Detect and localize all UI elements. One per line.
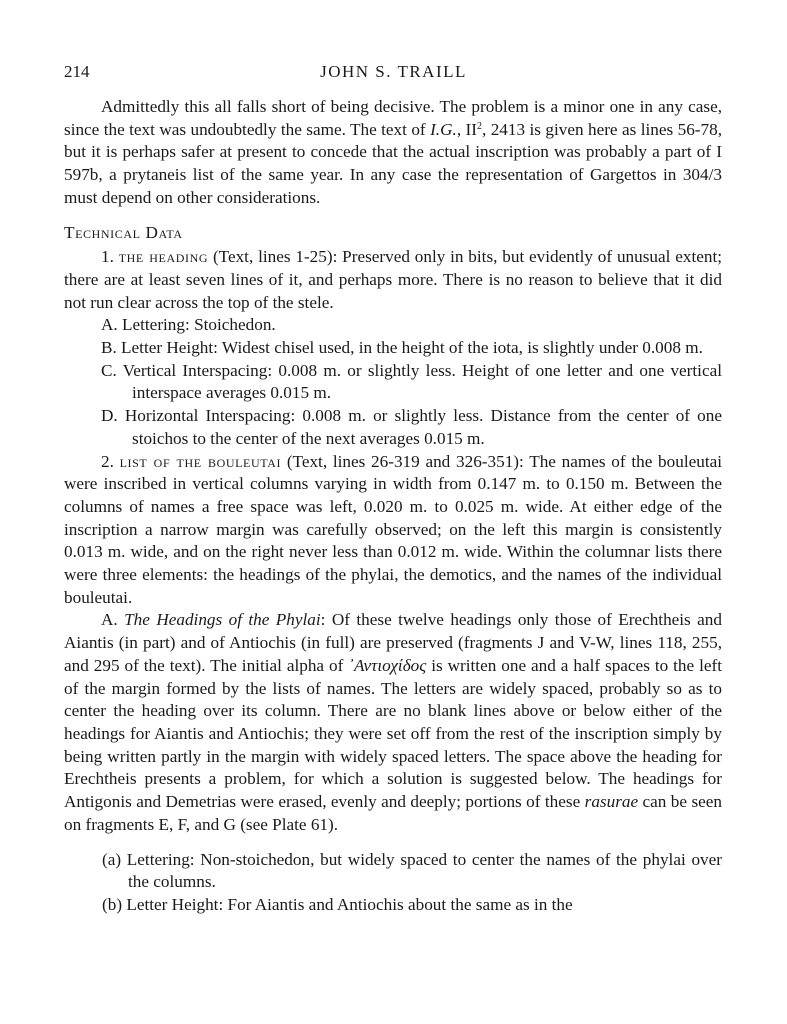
rasurae-word: rasurae	[584, 792, 639, 812]
body-text	[64, 96, 722, 917]
phylai-lead: A.	[101, 610, 125, 630]
intro-text-1: Admittedly this all falls short of being decisive. The problem is a minor one in any case, since the text was undoubtedly the same. The text of	[64, 97, 722, 139]
phylai-title: The Headings of the Phylai	[124, 610, 321, 630]
phylai-paragraph	[64, 609, 722, 836]
bouleutai-description: (Text, lines 26-319 and 326-351): The names of the bouleutai were inscribed in vertical columns varying in width from 0.147 m. to 0.150 m. Between the columns of names a free space was left, 0.020 m. to 0.025 m. wide. At either edge of the inscription a narrow margin was carefully observed; on the left this margin is consistently 0.013 m. wide, and on the right never less than 0.012 m. wide. Within the columnar lists there were three elements: the headings of the phylai, the demotics, and the names of the individual bouleutai.	[64, 451, 722, 607]
bouleutai-label: list of the bouleutai	[119, 451, 282, 471]
section-title: Technical Data	[64, 222, 183, 242]
bouleutai-number: 2.	[101, 451, 120, 471]
heading-description: (Text, lines 1-25): Preserved only in bits, but evidently of unusual extent; there are at least seven lines of it, and perhaps more. There is no reason to believe that it did not run clear across the top of the stele.	[64, 247, 722, 312]
phylai-text-1: : Of these twelve headings only those of Erechtheis and Aiantis (in part) and of Antiochis (in full) are preserved (fragments J and V-W, lines 118, 255, and 295 of the text). The initial alpha of	[64, 610, 722, 675]
phylai-text-2: is written one and a half spaces to the left of the margin formed by the lists of names. The letters are widely spaced, probably so as to center the heading over its column. There are no blank lines above or below either of the headings for Aiantis and Antiochis; they were set off from the rest of the inscription simply by being written partly in the margin with widely spaced letters. The space above the heading for Erechtheis presents a problem, for which a solution is suggested below. The headings for Antigonis and Demetrias were erased, evenly and deeply; portions of these	[64, 655, 722, 812]
bouleutai-paragraph	[64, 451, 722, 610]
heading-item-b: B. Letter Height: Widest chisel used, in the height of the iota, is slightly under 0.008 m.	[101, 338, 703, 358]
phylai-text-3: can be seen on fragments E, F, and G (see Plate 61).	[64, 792, 722, 834]
paragraph-gap	[64, 837, 722, 849]
heading-item-d: D. Horizontal Interspacing: 0.008 m. or slightly less. Distance from the center of one stoichos to the center of the next averages 0.015 m.	[101, 406, 722, 448]
ig-reference: I.G.	[430, 119, 457, 139]
heading-item-c: C. Vertical Interspacing: 0.008 m. or slightly less. Height of one letter and one vertical interspace averages 0.015 m.	[101, 360, 722, 403]
running-head: JOHN S. TRAILL	[320, 62, 467, 81]
heading-item-a: A. Lettering: Stoichedon.	[101, 315, 276, 335]
page-number: 214	[64, 62, 90, 81]
sub-item-b: (b) Letter Height: For Aiantis and Antiochis about the same as in the	[102, 894, 573, 914]
greek-word: ᾿Αντιοχίδος	[348, 655, 427, 675]
sub-item-a: (a) Lettering: Non-stoichedon, but widely spaced to center the names of the phylai over the columns.	[102, 849, 722, 892]
heading-number: 1.	[101, 247, 119, 267]
page-header	[64, 62, 723, 86]
ig-volume: , II	[456, 119, 477, 139]
intro-text-2: , 2413 is given here as lines 56-78, but it is perhaps safer at present to concede that the actual inscription was probably a part of I 597b, a prytaneis list of the same year. In any case the representation of Gargettos in 304/3 must depend on other considerations.	[64, 119, 723, 207]
ig-edition-superscript: 2	[476, 120, 482, 132]
heading-label: the heading	[118, 247, 209, 267]
intro-paragraph	[64, 96, 722, 210]
heading-paragraph	[64, 246, 722, 314]
